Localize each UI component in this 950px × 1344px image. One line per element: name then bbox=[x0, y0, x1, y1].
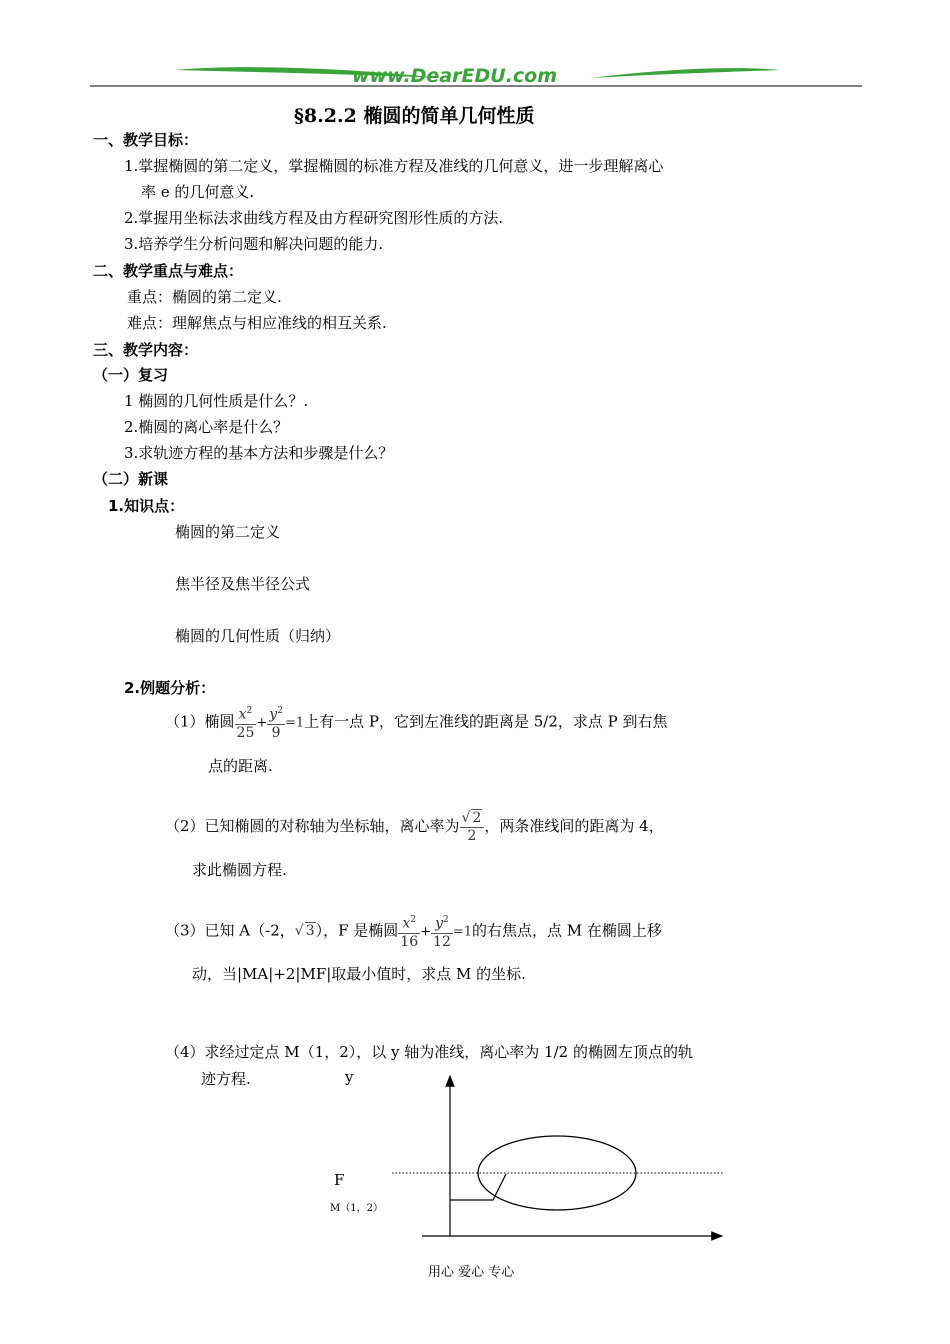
example-4: （4）求经过定点 M（1，2），以 y 轴为准线，离心率为 1/2 的椭圆左顶点的轨 bbox=[165, 1043, 693, 1061]
plus-sign-2: + bbox=[420, 924, 432, 940]
equals-one: =1 bbox=[284, 715, 305, 731]
example-1-cont: 点的距离. bbox=[208, 757, 273, 775]
examples-heading: 2.例题分析： bbox=[124, 679, 216, 697]
difficult-point: 难点：理解焦点与相应准线的相互关系. bbox=[127, 314, 387, 332]
key-point: 重点：椭圆的第二定义. bbox=[127, 288, 282, 306]
header-logo-text: www.DearEDU.com bbox=[352, 65, 558, 87]
example-1-text: 上有一点 P，它到左准线的距离是 5/2，求点 P 到右焦 bbox=[304, 712, 668, 731]
example-1-prefix: （1）椭圆 bbox=[165, 712, 235, 731]
axis-y-label: y bbox=[345, 1068, 354, 1086]
example-3-text: 的右焦点，点 M 在椭圆上移 bbox=[472, 921, 662, 940]
ellipse-diagram bbox=[380, 1066, 730, 1246]
footer: 用心 爱心 专心 bbox=[428, 1265, 515, 1280]
example-2 bbox=[165, 809, 664, 845]
fraction-x2-25: $\frac{x^2}{25}$ bbox=[235, 703, 257, 742]
fraction-y2-9: $\frac{y^2}{9}$ bbox=[267, 703, 285, 742]
review-heading: （一）复习 bbox=[93, 366, 169, 384]
objective-1: 1.掌握椭圆的第二定义，掌握椭圆的标准方程及准线的几何意义，进一步理解离心 bbox=[124, 157, 664, 175]
plus-sign: + bbox=[256, 715, 268, 731]
section-content: 三、教学内容： bbox=[93, 341, 199, 359]
example-1 bbox=[165, 703, 668, 742]
review-3: 3.求轨迹方程的基本方法和步骤是什么？ bbox=[124, 444, 394, 462]
new-lesson-heading: （二）新课 bbox=[93, 470, 169, 488]
fraction-sqrt2-2: $\frac{√ 2}{2}$ bbox=[460, 809, 485, 845]
objective-1-cont: 率 e 的几何意义. bbox=[141, 183, 255, 201]
knowledge-1: 椭圆的第二定义 bbox=[175, 523, 281, 541]
example-3-mid: ），F 是椭圆 bbox=[315, 921, 399, 940]
review-1: 1 椭圆的几何性质是什么？. bbox=[124, 392, 309, 410]
section-objectives: 一、教学目标： bbox=[93, 131, 199, 149]
right-swoosh-icon bbox=[590, 68, 780, 78]
sqrt-3: √ 3 bbox=[294, 923, 315, 940]
review-2: 2.椭圆的离心率是什么？ bbox=[124, 418, 289, 436]
objective-2: 2.掌握用坐标法求曲线方程及由方程研究图形性质的方法. bbox=[124, 209, 504, 227]
example-2-text: ，两条准线间的距离为 4， bbox=[484, 817, 664, 835]
example-3 bbox=[165, 912, 662, 951]
fraction-y2-12: $\frac{y^2}{12}$ bbox=[431, 912, 453, 951]
example-2-prefix: （2）已知椭圆的对称轴为坐标轴，离心率为 bbox=[165, 817, 460, 835]
page-title: §8.2.2 椭圆的简单几何性质 bbox=[294, 105, 535, 127]
example-3-cont: 动，当|MA|+2|MF|取最小值时，求点 M 的坐标. bbox=[192, 965, 526, 983]
label-f: F bbox=[334, 1171, 345, 1189]
objective-3: 3.培养学生分析问题和解决问题的能力. bbox=[124, 235, 384, 253]
knowledge-3: 椭圆的几何性质（归纳） bbox=[175, 627, 341, 645]
equals-one-2: =1 bbox=[452, 924, 473, 940]
fraction-x2-16: $\frac{x^2}{16}$ bbox=[398, 912, 420, 951]
label-m: M（1，2） bbox=[330, 1203, 383, 1214]
example-3-prefix: （3）已知 A（-2， bbox=[165, 921, 295, 940]
knowledge-2: 焦半径及焦半径公式 bbox=[175, 575, 311, 593]
example-2-cont: 求此椭圆方程. bbox=[192, 861, 287, 879]
knowledge-heading: 1.知识点： bbox=[108, 497, 185, 515]
section-key-points: 二、教学重点与难点： bbox=[93, 262, 244, 280]
example-4-cont: 迹方程. bbox=[201, 1070, 251, 1088]
